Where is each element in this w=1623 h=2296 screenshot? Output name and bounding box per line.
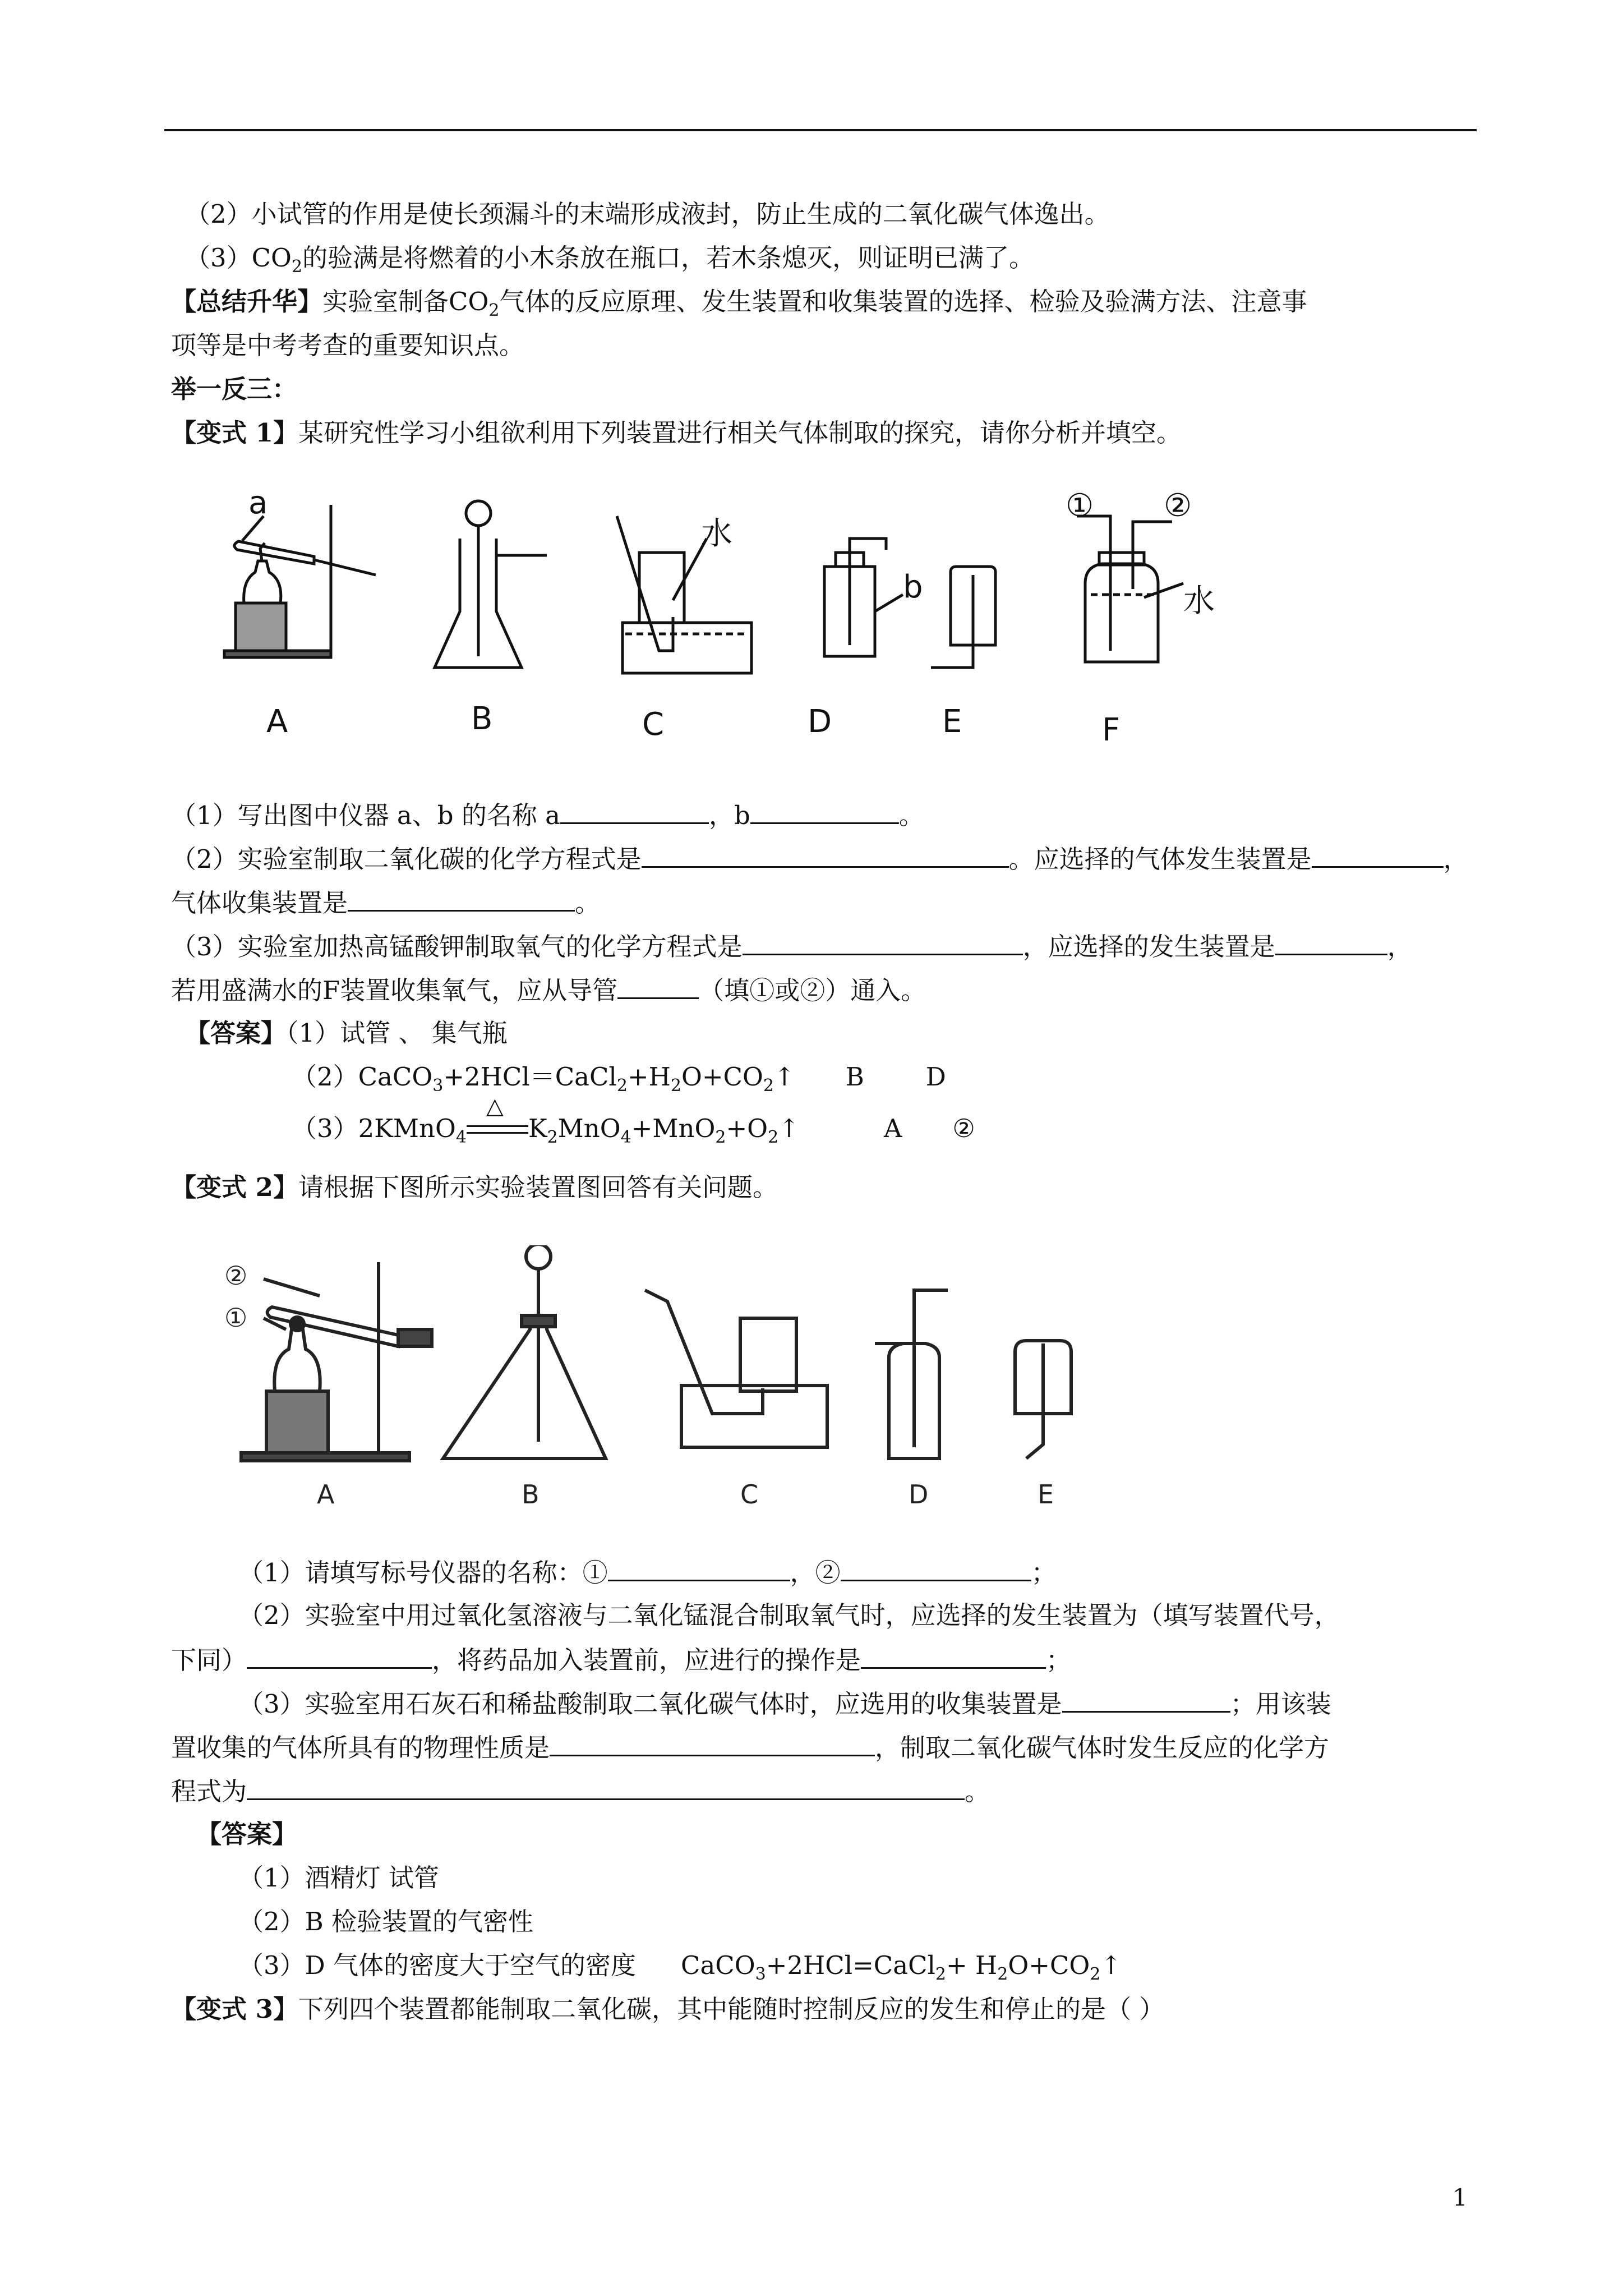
variant-2-heading: 【变式 2】请根据下图所示实验装置图回答有关问题。 — [171, 1172, 778, 1202]
label-circle-1: ① — [1066, 487, 1094, 524]
label-water-c: 水 — [701, 516, 732, 552]
a-block — [266, 1391, 328, 1453]
q2-line-5: 置收集的气体所具有的物理性质是 ，制取二氧化碳气体时发生反应的化学方 — [171, 1729, 1329, 1766]
q2-line-4: （3）实验室用石灰石和稀盐酸制取二氧化碳气体时，应选用的收集装置是 ；用该装 — [238, 1685, 1331, 1722]
f-pointer — [1144, 583, 1183, 597]
heat-delta: △ — [486, 1093, 504, 1119]
label-B: B — [471, 701, 493, 737]
para-co2-full-test: $(3)CO_2$的验满是将燃着的小木条放在瓶口，若木条熄灭，则证明已满了。 — [185, 243, 1035, 277]
b-flask — [443, 1318, 606, 1458]
d-tube-long — [914, 1290, 948, 1447]
q1-line-4: （3）实验室加热高锰酸钾制取氧气的化学方程式是 ，应选择的发生装置是 ， — [171, 928, 1413, 965]
c-trough — [623, 623, 751, 673]
equal-sign-heat — [467, 1093, 528, 1142]
answer-blank — [1312, 840, 1444, 868]
e-tube — [1026, 1343, 1043, 1458]
q1-line-5: 若用盛满水的F装置收集氧气，应从导管 （填①或②）通入。 — [171, 972, 926, 1009]
a-tube — [234, 541, 314, 564]
answer-2-line-1: （1）酒精灯 试管 — [238, 1863, 439, 1893]
b-stopper — [522, 1315, 555, 1327]
label-a: a — [248, 485, 268, 521]
answer-blank — [841, 1554, 1031, 1581]
answer-1-line-1: 【答案】（1）试管 、 集气瓶 — [185, 1018, 508, 1048]
answer-blank — [750, 797, 899, 824]
label-C: C — [740, 1479, 759, 1510]
answer-2-label: 【答案】 — [196, 1819, 298, 1849]
apparatus-figure-1 — [179, 482, 1245, 757]
answer-2-line-3: （3）D 气体的密度大于空气的密度 CaCO$_3$+2HCl=CaCl$_2$+ $H_2O+CO_2↑$ — [238, 1950, 1122, 1984]
label-circle-1: ① — [224, 1303, 248, 1333]
a-stopper — [398, 1329, 432, 1346]
answer-1-line-2: $(2)CaCO_3+2HCl=CaCl_2+H_2O+CO_2↑$ B D — [292, 1062, 946, 1096]
q1-line-2: （2）实验室制取二氧化碳的化学方程式是 。应选择的气体发生装置是 ， — [171, 840, 1469, 877]
f-tube-2 — [1133, 522, 1172, 589]
summary-line-2: 项等是中考考查的重要知识点。 — [171, 330, 525, 360]
label-circle-2: ② — [224, 1260, 248, 1291]
f-bottle — [1085, 564, 1158, 662]
answer-blank — [608, 1554, 790, 1581]
q2-line-6: 程式为 。 — [171, 1773, 990, 1810]
page-number: 1 — [1453, 2184, 1468, 2211]
d-pointer — [875, 595, 903, 611]
label-B: B — [522, 1479, 540, 1510]
jyfs-heading: 举一反三： — [171, 374, 298, 404]
a-pointer-2 — [264, 1279, 320, 1296]
label-water-f: 水 — [1183, 583, 1215, 619]
answer-blank — [560, 797, 709, 824]
answer-blank — [1062, 1685, 1230, 1713]
label-A: A — [266, 703, 288, 740]
label-A: A — [317, 1479, 335, 1510]
c-tube — [617, 516, 673, 651]
answer-blank — [348, 884, 575, 912]
label-F: F — [1102, 712, 1121, 748]
label-circle-2: ② — [1164, 487, 1192, 524]
label-E: E — [1038, 1479, 1054, 1510]
eq-bar-bottom — [467, 1132, 528, 1134]
header-rule — [164, 129, 1477, 131]
f-tube-1 — [1077, 516, 1110, 651]
q2-line-3: 下同） ，将药品加入装置前，应进行的操作是 ； — [171, 1641, 1071, 1678]
answer-blank — [550, 1729, 875, 1756]
answer-blank — [617, 972, 699, 999]
answer-blank — [642, 840, 1009, 868]
label-E: E — [942, 703, 962, 740]
q1-line-1: （1）写出图中仪器 a、b 的名称 a ，b 。 — [171, 797, 924, 834]
c-tube — [645, 1290, 763, 1414]
label-D: D — [808, 703, 832, 740]
q1-line-3: 气体收集装置是 。 — [171, 884, 600, 921]
answer-blank — [247, 1641, 432, 1669]
summary-label: 【总结升华】 — [171, 287, 323, 316]
summary-line-1: 【总结升华】实验室制备$CO_2$气体的反应原理、发生装置和收集装置的选择、检验及验满方法、注意事 — [171, 287, 1307, 320]
a-lamp — [244, 561, 281, 603]
b-funnel-top — [526, 1245, 551, 1269]
b-funnel-top — [466, 501, 491, 526]
apparatus-figure-2 — [219, 1245, 1172, 1515]
answer-1-line-3: （3）2KMnO$_4$ △ $K_2MnO_4+MnO_2+O_2↑$ A ② — [292, 1111, 975, 1147]
variant-1-heading: 【变式 1】某研究性学习小组欲利用下列装置进行相关气体制取的探究，请你分析并填空。 — [171, 418, 1182, 448]
answer-blank — [743, 928, 1023, 955]
answer-blank — [1275, 928, 1387, 955]
a-outlet — [314, 560, 376, 575]
answer-blank — [247, 1773, 965, 1800]
eq-bar-top — [467, 1125, 528, 1127]
answer-2-line-2: （2）B 检验装置的气密性 — [238, 1907, 534, 1936]
label-C: C — [642, 706, 665, 743]
para-small-tube: （2）小试管的作用是使长颈漏斗的末端形成液封，防止生成的二氧化碳气体逸出。 — [185, 199, 1110, 229]
q2-line-2: （2）实验室中用过氧化氢溶液与二氧化锰混合制取氧气时，应选择的发生装置为（填写装置代号， — [238, 1600, 1340, 1630]
a-block — [236, 603, 286, 651]
q2-line-1: （1）请填写标号仪器的名称：① ，② ； — [238, 1554, 1057, 1591]
d-tube — [850, 539, 886, 645]
variant-3-heading: 【变式 3】下列四个装置都能制取二氧化碳，其中能随时控制反应的发生和停止的是（ ） — [171, 1994, 1165, 2024]
c-bottle — [740, 1318, 796, 1391]
a-lamp — [274, 1329, 320, 1391]
label-b: b — [903, 569, 923, 605]
answer-blank — [861, 1641, 1046, 1669]
label-D: D — [909, 1479, 929, 1510]
